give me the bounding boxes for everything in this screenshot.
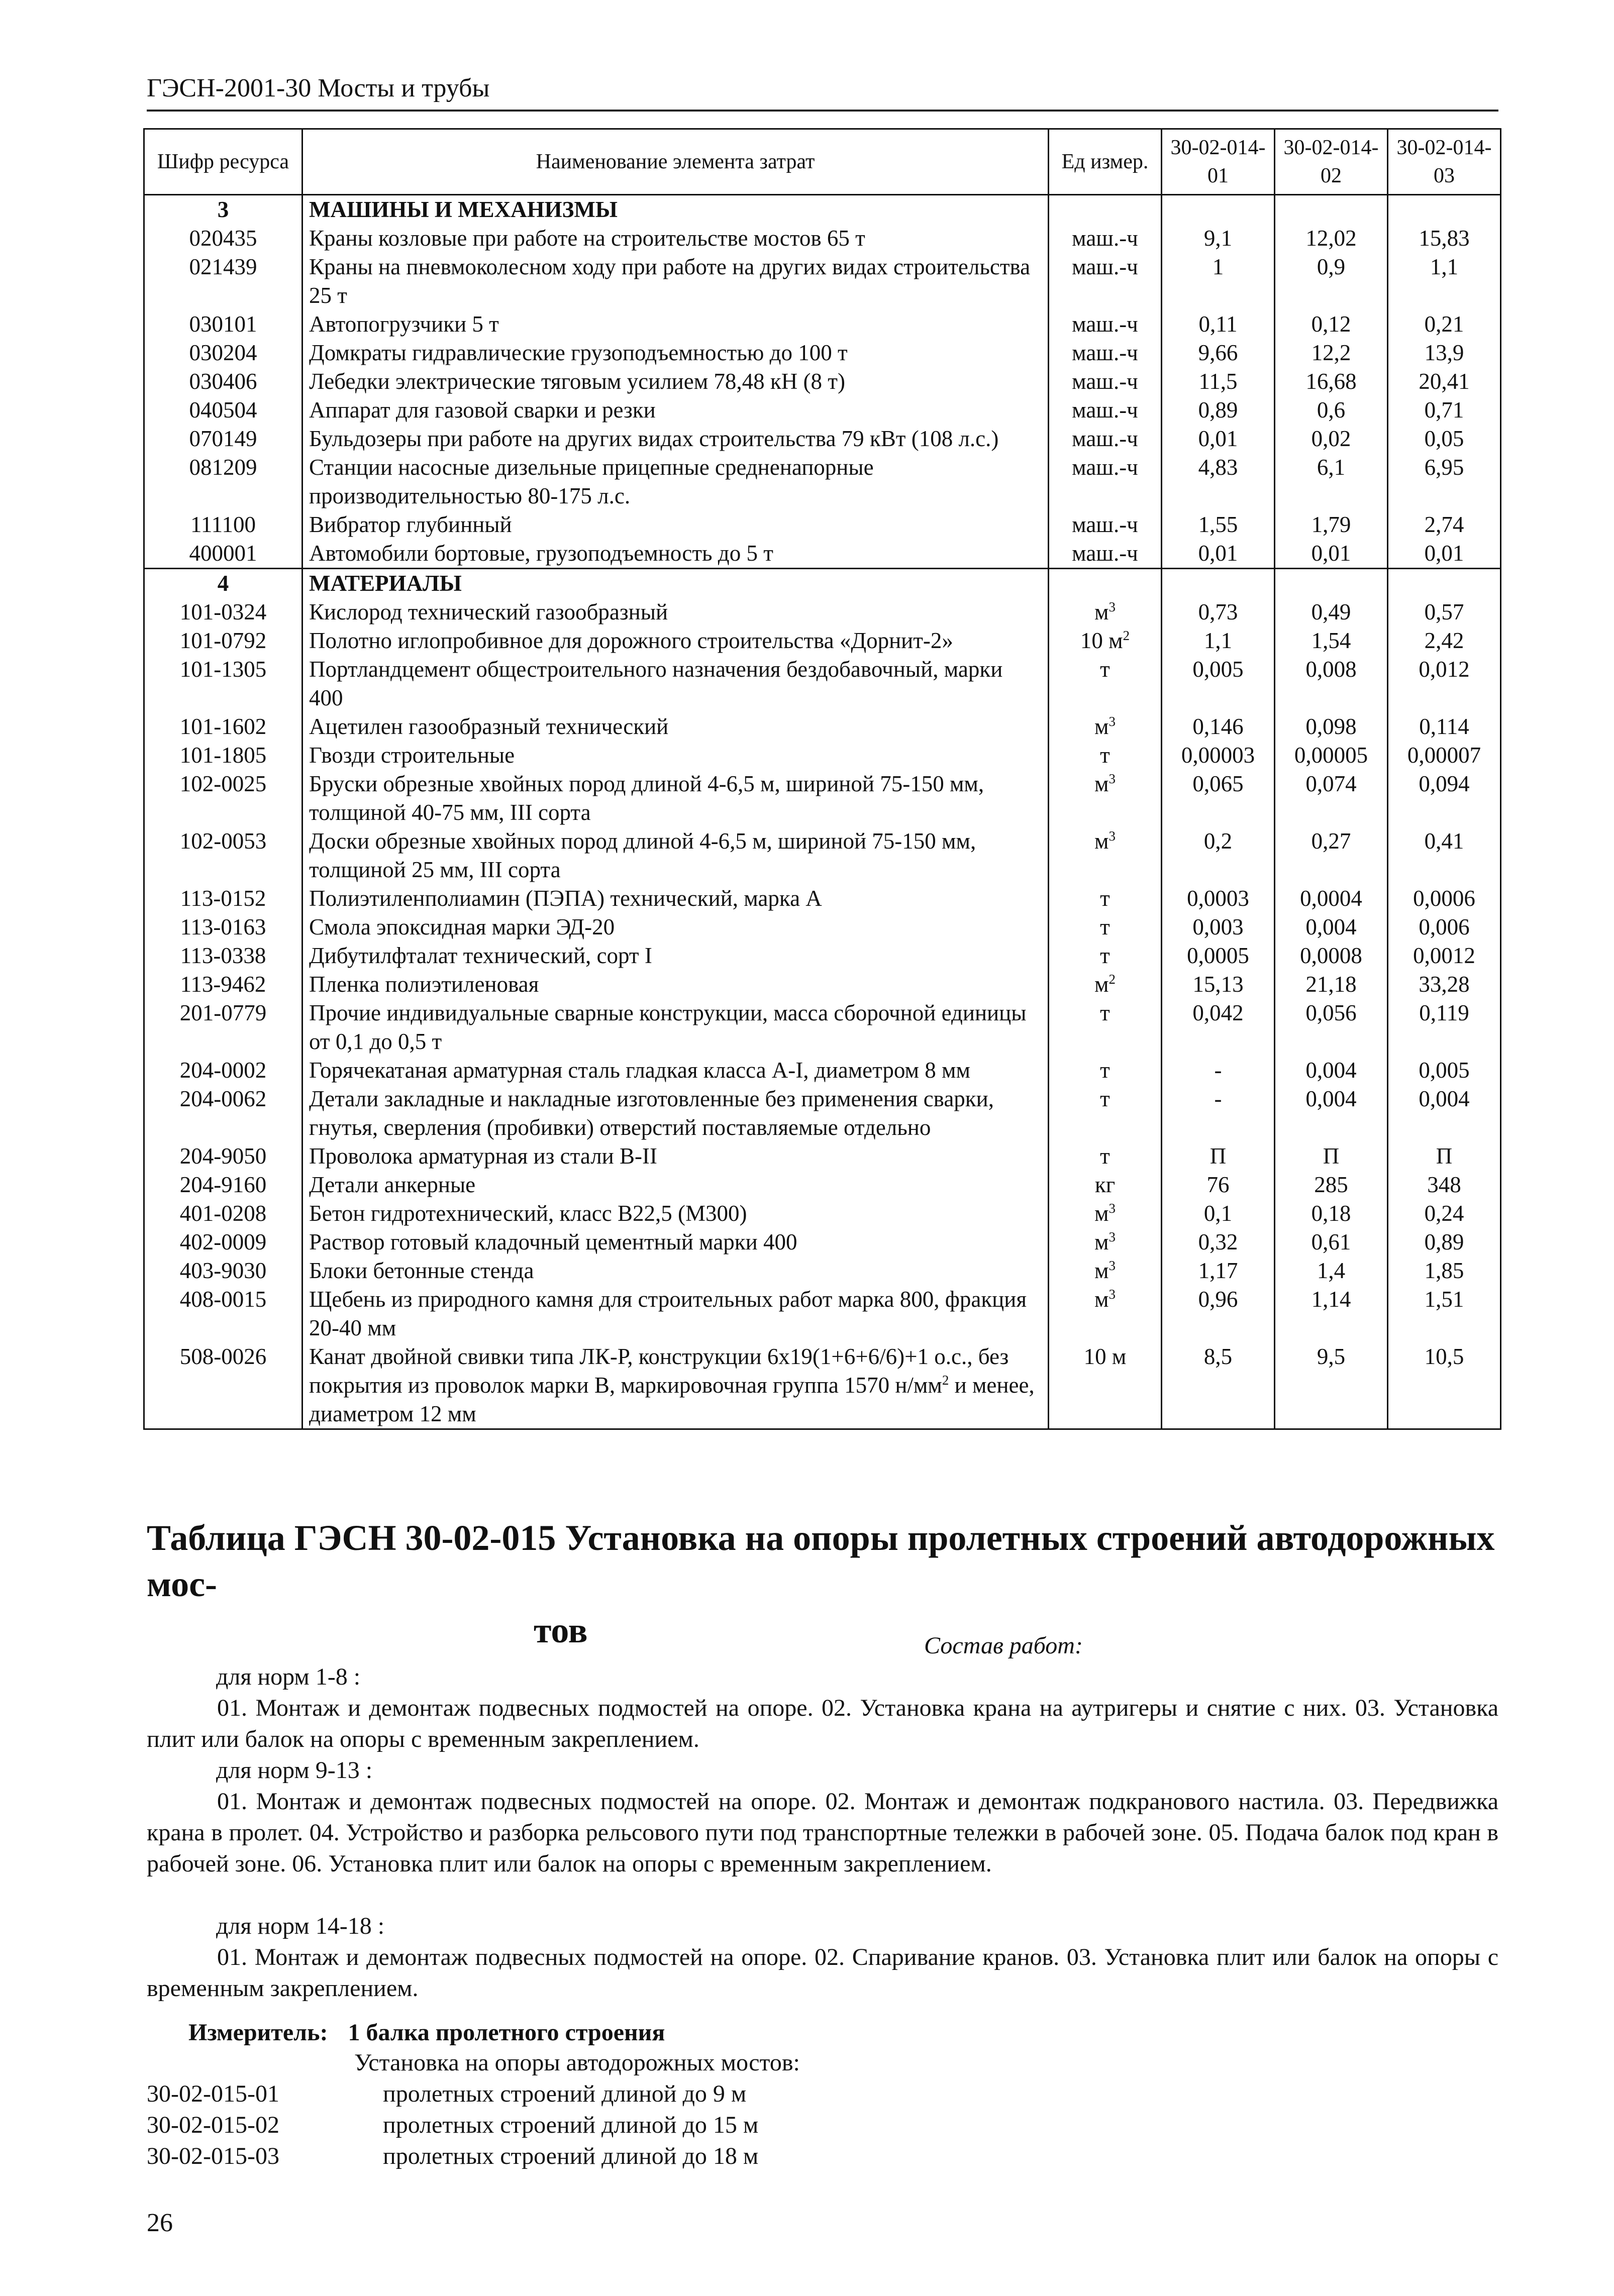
resource-name: Доски обрезные хвойных пород длиной 4-6,5 м, шириной 75-150 мм, толщиной 25 мм, III сорта	[302, 827, 1049, 884]
value-col3: 0,89	[1388, 1228, 1501, 1257]
table-row	[144, 539, 1501, 569]
resource-unit: маш.-ч	[1049, 453, 1162, 510]
table-row	[144, 1142, 1501, 1171]
resource-unit: т	[1049, 741, 1162, 770]
table-row	[144, 1228, 1501, 1257]
table-row	[144, 253, 1501, 310]
table-row	[144, 1199, 1501, 1228]
resource-unit: $м^3$	[1049, 598, 1162, 627]
value-col1: 8,5	[1162, 1342, 1275, 1429]
install-heading: Установка на опоры автодорожных мостов:	[354, 2049, 800, 2076]
value-col2: 0,004	[1275, 1085, 1388, 1142]
resource-unit: т	[1049, 913, 1162, 942]
value-col3: 0,57	[1388, 598, 1501, 627]
table-row	[144, 425, 1501, 453]
resource-unit: $м^3$	[1049, 1285, 1162, 1342]
measure-value: 1 балка пролетного строения	[348, 2019, 665, 2046]
value-col1: 9,66	[1162, 339, 1275, 367]
section-title-line1: Таблица ГЭСН 30-02-015 Установка на опоры пролетных строений автодорожных мос-	[147, 1518, 1495, 1604]
table-row	[144, 827, 1501, 884]
value-col1: 1,1	[1162, 627, 1275, 655]
value-col2: 0,01	[1275, 539, 1388, 569]
value-col2: 0,49	[1275, 598, 1388, 627]
resource-code: 102-0025	[144, 770, 302, 827]
header-code: Шифр ресурса	[144, 129, 302, 195]
work-heading: Состав работ:	[924, 1632, 1083, 1659]
value-col2: 0,6	[1275, 396, 1388, 425]
resource-unit: маш.-ч	[1049, 224, 1162, 253]
value-col3: 0,114	[1388, 712, 1501, 741]
resource-code: 101-0792	[144, 627, 302, 655]
resource-code: 030101	[144, 310, 302, 339]
table-row	[144, 1257, 1501, 1285]
resource-code: 101-1805	[144, 741, 302, 770]
value-col2: 0,0008	[1275, 942, 1388, 970]
resource-name: Бетон гидротехнический, класс В22,5 (М300)	[302, 1199, 1049, 1228]
value-col3: 10,5	[1388, 1342, 1501, 1429]
value-col2: 0,12	[1275, 310, 1388, 339]
table-row	[144, 884, 1501, 913]
resources-table	[143, 128, 1501, 1430]
value-col1: П	[1162, 1142, 1275, 1171]
resource-name: Щебень из природного камня для строительных работ марка 800, фракция 20-40 мм	[302, 1285, 1049, 1342]
resource-unit: маш.-ч	[1049, 539, 1162, 569]
value-col1: 15,13	[1162, 970, 1275, 999]
resource-unit: т	[1049, 655, 1162, 712]
section-title-cell: МАШИНЫ И МЕХАНИЗМЫ	[302, 195, 1049, 225]
value-col3: 1,85	[1388, 1257, 1501, 1285]
table-row	[144, 510, 1501, 539]
empty-cell	[1162, 569, 1275, 598]
value-col3: 6,95	[1388, 453, 1501, 510]
value-col2: 0,18	[1275, 1199, 1388, 1228]
resource-unit: $м^3$	[1049, 770, 1162, 827]
norm-text: пролетных строений длиной до 9 м	[383, 2080, 747, 2107]
resource-code: 408-0015	[144, 1285, 302, 1342]
value-col2: 0,27	[1275, 827, 1388, 884]
value-col3: 0,00007	[1388, 741, 1501, 770]
norm-code: 30-02-015-03	[147, 2143, 279, 2169]
header-col2: 30-02-014-02	[1275, 129, 1388, 195]
resource-name: Горячекатаная арматурная сталь гладкая класса А-I, диаметром 8 мм	[302, 1056, 1049, 1085]
value-col1: 0,73	[1162, 598, 1275, 627]
value-col3: 15,83	[1388, 224, 1501, 253]
value-col2: 0,098	[1275, 712, 1388, 741]
value-col1: 1,17	[1162, 1257, 1275, 1285]
value-col3: 0,006	[1388, 913, 1501, 942]
value-col3: П	[1388, 1142, 1501, 1171]
value-col2: 16,68	[1275, 367, 1388, 396]
resource-code: 113-0152	[144, 884, 302, 913]
value-col1: 0,146	[1162, 712, 1275, 741]
section-number: 3	[144, 195, 302, 225]
resource-unit: т	[1049, 1085, 1162, 1142]
value-col3: 2,74	[1388, 510, 1501, 539]
resource-name: Полотно иглопробивное для дорожного строительства «Дорнит-2»	[302, 627, 1049, 655]
resource-code: 204-0002	[144, 1056, 302, 1085]
resource-code: 508-0026	[144, 1342, 302, 1429]
table-row	[144, 942, 1501, 970]
resource-unit: маш.-ч	[1049, 396, 1162, 425]
norm-row	[147, 2141, 758, 2172]
value-col3: 0,012	[1388, 655, 1501, 712]
resource-code: 403-9030	[144, 1257, 302, 1285]
value-col3: 13,9	[1388, 339, 1501, 367]
table-row	[144, 453, 1501, 510]
resource-name: Раствор готовый кладочный цементный марки 400	[302, 1228, 1049, 1257]
resource-name: Бульдозеры при работе на других видах строительства 79 кВт (108 л.с.)	[302, 425, 1049, 453]
value-col1: 0,32	[1162, 1228, 1275, 1257]
empty-cell	[1049, 569, 1162, 598]
table-row	[144, 627, 1501, 655]
resource-name: Аппарат для газовой сварки и резки	[302, 396, 1049, 425]
empty-cell	[1275, 195, 1388, 225]
header-name: Наименование элемента затрат	[302, 129, 1049, 195]
value-col2: 0,9	[1275, 253, 1388, 310]
table-row	[144, 310, 1501, 339]
section-row	[144, 195, 1501, 225]
value-col2: 0,004	[1275, 913, 1388, 942]
table-row	[144, 741, 1501, 770]
table-row	[144, 339, 1501, 367]
resource-name: Ацетилен газообразный технический	[302, 712, 1049, 741]
value-col3: 0,05	[1388, 425, 1501, 453]
resource-name: Портландцемент общестроительного назначения бездобавочный, марки 400	[302, 655, 1049, 712]
value-col2: 12,02	[1275, 224, 1388, 253]
value-col2: 12,2	[1275, 339, 1388, 367]
value-col1: 0,0005	[1162, 942, 1275, 970]
resource-name: Прочие индивидуальные сварные конструкции, масса сборочной единицы от 0,1 до 0,5 т	[302, 999, 1049, 1056]
resource-code: 402-0009	[144, 1228, 302, 1257]
resource-name: Бруски обрезные хвойных пород длиной 4-6,5 м, шириной 75-150 мм, толщиной 40-75 мм, III сорта	[302, 770, 1049, 827]
resource-code: 400001	[144, 539, 302, 569]
resource-name: Вибратор глубинный	[302, 510, 1049, 539]
header-rule	[147, 110, 1498, 112]
norms-label-2: для норм 9-13 :	[216, 1757, 373, 1784]
work-text-2: 01. Монтаж и демонтаж подвесных подмостей на опоре. 02. Монтаж и демонтаж подкранового настила. 03. Передвижка крана в пролет. 04. Устройство и разборка рельсового пути под транспортные тележки в рабочей зоне. 05. Подача балок под кран в рабочей зоне. 06. Установка плит или балок на опоры с временным закреплением.	[147, 1788, 1498, 1877]
resource-code: 070149	[144, 425, 302, 453]
section-number: 4	[144, 569, 302, 598]
table-row	[144, 598, 1501, 627]
resource-code: 204-0062	[144, 1085, 302, 1142]
section-title-cell: МАТЕРИАЛЫ	[302, 569, 1049, 598]
resource-code: 204-9050	[144, 1142, 302, 1171]
value-col1: 0,003	[1162, 913, 1275, 942]
empty-cell	[1162, 195, 1275, 225]
resource-unit: маш.-ч	[1049, 339, 1162, 367]
empty-cell	[1275, 569, 1388, 598]
resource-unit: т	[1049, 1056, 1162, 1085]
resource-unit: т	[1049, 884, 1162, 913]
resource-unit: кг	[1049, 1171, 1162, 1199]
value-col2: 9,5	[1275, 1342, 1388, 1429]
value-col1: 0,96	[1162, 1285, 1275, 1342]
norm-text: пролетных строений длиной до 15 м	[383, 2112, 759, 2138]
value-col3: 1,51	[1388, 1285, 1501, 1342]
section-title-line2: тов	[534, 1610, 588, 1650]
table-row	[144, 770, 1501, 827]
table-row	[144, 1342, 1501, 1429]
resource-code: 020435	[144, 224, 302, 253]
resource-name: Детали закладные и накладные изготовленные без применения сварки, гнутья, сверления (пробивки) отверстий поставляемые отдельно	[302, 1085, 1049, 1142]
value-col1: 4,83	[1162, 453, 1275, 510]
resource-unit: маш.-ч	[1049, 425, 1162, 453]
resource-name: Пленка полиэтиленовая	[302, 970, 1049, 999]
table-row	[144, 712, 1501, 741]
resource-code: 201-0779	[144, 999, 302, 1056]
resource-unit: маш.-ч	[1049, 367, 1162, 396]
header-col3: 30-02-014-03	[1388, 129, 1501, 195]
value-col1: 0,005	[1162, 655, 1275, 712]
value-col2: 1,14	[1275, 1285, 1388, 1342]
work-text-1: 01. Монтаж и демонтаж подвесных подмостей на опоре. 02. Установка крана на аутригеры и снятие с них. 03. Установка плит или балок на опоры с временным закреплением.	[147, 1695, 1498, 1752]
norm-row	[147, 2078, 746, 2110]
table-header-row	[144, 129, 1501, 195]
norms-label-3: для норм 14-18 :	[216, 1913, 385, 1939]
value-col1: 0,2	[1162, 827, 1275, 884]
resource-code: 030204	[144, 339, 302, 367]
value-col3: 0,01	[1388, 539, 1501, 569]
resource-unit: $м^3$	[1049, 1199, 1162, 1228]
page-number: 26	[147, 2209, 173, 2237]
table-body	[144, 195, 1501, 1429]
value-col3: 2,42	[1388, 627, 1501, 655]
norm-code: 30-02-015-02	[147, 2112, 279, 2138]
norm-text: пролетных строений длиной до 18 м	[383, 2143, 759, 2169]
value-col2: 0,0004	[1275, 884, 1388, 913]
table-row	[144, 1085, 1501, 1142]
resource-unit: 10 м	[1049, 1342, 1162, 1429]
value-col1: 0,11	[1162, 310, 1275, 339]
resource-name: Автопогрузчики 5 т	[302, 310, 1049, 339]
resource-unit: 10 $м^2$	[1049, 627, 1162, 655]
value-col1: 0,1	[1162, 1199, 1275, 1228]
value-col2: 1,4	[1275, 1257, 1388, 1285]
value-col3: 0,119	[1388, 999, 1501, 1056]
resource-unit: т	[1049, 1142, 1162, 1171]
resource-code: 021439	[144, 253, 302, 310]
resource-name: Домкраты гидравлические грузоподъемностью до 100 т	[302, 339, 1049, 367]
norm-code: 30-02-015-01	[147, 2080, 279, 2107]
table-row	[144, 1285, 1501, 1342]
section-row	[144, 569, 1501, 598]
norms-label-1: для норм 1-8 :	[216, 1663, 361, 1690]
value-col3: 348	[1388, 1171, 1501, 1199]
resource-unit: маш.-ч	[1049, 310, 1162, 339]
table-row	[144, 1171, 1501, 1199]
resource-code: 113-9462	[144, 970, 302, 999]
resource-code: 101-1305	[144, 655, 302, 712]
value-col3: 0,41	[1388, 827, 1501, 884]
value-col1: 1,55	[1162, 510, 1275, 539]
value-col1: 0,0003	[1162, 884, 1275, 913]
value-col1: 0,065	[1162, 770, 1275, 827]
resource-unit: $м^3$	[1049, 1257, 1162, 1285]
resource-name: Проволока арматурная из стали В-II	[302, 1142, 1049, 1171]
value-col2: 1,79	[1275, 510, 1388, 539]
resource-name: Смола эпоксидная марки ЭД-20	[302, 913, 1049, 942]
value-col2: 285	[1275, 1171, 1388, 1199]
value-col2: 0,004	[1275, 1056, 1388, 1085]
resource-name: Полиэтиленполиамин (ПЭПА) технический, марка А	[302, 884, 1049, 913]
value-col2: 6,1	[1275, 453, 1388, 510]
value-col2: 0,02	[1275, 425, 1388, 453]
resource-unit: маш.-ч	[1049, 253, 1162, 310]
value-col2: 0,008	[1275, 655, 1388, 712]
value-col3: 0,0006	[1388, 884, 1501, 913]
table-row	[144, 224, 1501, 253]
value-col2: 0,00005	[1275, 741, 1388, 770]
resource-code: 102-0053	[144, 827, 302, 884]
table-row	[144, 913, 1501, 942]
header-unit: Ед измер.	[1049, 129, 1162, 195]
table-row	[144, 970, 1501, 999]
value-col3: 0,004	[1388, 1085, 1501, 1142]
resource-name: Кислород технический газообразный	[302, 598, 1049, 627]
resource-code: 204-9160	[144, 1171, 302, 1199]
resource-name: Гвозди строительные	[302, 741, 1049, 770]
value-col1: -	[1162, 1056, 1275, 1085]
value-col1: 0,89	[1162, 396, 1275, 425]
resource-code: 111100	[144, 510, 302, 539]
measure	[188, 2017, 665, 2048]
value-col3: 0,094	[1388, 770, 1501, 827]
value-col1: 11,5	[1162, 367, 1275, 396]
resource-code: 030406	[144, 367, 302, 396]
resource-code: 040504	[144, 396, 302, 425]
value-col1: 9,1	[1162, 224, 1275, 253]
resource-code: 401-0208	[144, 1199, 302, 1228]
resource-unit: $м^3$	[1049, 827, 1162, 884]
value-col2: П	[1275, 1142, 1388, 1171]
resource-name: Детали анкерные	[302, 1171, 1049, 1199]
resource-code: 113-0338	[144, 942, 302, 970]
value-col2: 0,074	[1275, 770, 1388, 827]
value-col1: 0,01	[1162, 425, 1275, 453]
resource-unit: $м^3$	[1049, 1228, 1162, 1257]
empty-cell	[1388, 569, 1501, 598]
resource-name: Канат двойной свивки типа ЛК-Р, конструкции 6х19(1+6+6/6)+1 о.с., без покрытия из проволок марки В, маркировочная группа 1570 $н/мм^2$ и менее, диаметром 12 мм	[302, 1342, 1049, 1429]
work-text-3: 01. Монтаж и демонтаж подвесных подмостей на опоре. 02. Спаривание кранов. 03. Установка плит или балок на опоры с временным закреплением.	[147, 1944, 1498, 2002]
running-header: ГЭСН-2001-30 Мосты и трубы	[147, 74, 490, 102]
value-col1: 1	[1162, 253, 1275, 310]
empty-cell	[1049, 195, 1162, 225]
resource-code: 113-0163	[144, 913, 302, 942]
value-col1: 0,01	[1162, 539, 1275, 569]
value-col2: 21,18	[1275, 970, 1388, 999]
value-col2: 0,61	[1275, 1228, 1388, 1257]
resource-name: Лебедки электрические тяговым усилием 78,48 кН (8 т)	[302, 367, 1049, 396]
value-col3: 1,1	[1388, 253, 1501, 310]
value-col1: 0,042	[1162, 999, 1275, 1056]
value-col3: 0,0012	[1388, 942, 1501, 970]
resource-unit: $м^3$	[1049, 712, 1162, 741]
resource-code: 101-1602	[144, 712, 302, 741]
value-col2: 1,54	[1275, 627, 1388, 655]
resource-code: 101-0324	[144, 598, 302, 627]
value-col3: 0,005	[1388, 1056, 1501, 1085]
table-row	[144, 655, 1501, 712]
table-row	[144, 1056, 1501, 1085]
value-col3: 0,21	[1388, 310, 1501, 339]
value-col1: 0,00003	[1162, 741, 1275, 770]
resource-unit: т	[1049, 942, 1162, 970]
norm-row	[147, 2110, 758, 2141]
value-col3: 33,28	[1388, 970, 1501, 999]
resource-name: Краны на пневмоколесном ходу при работе на других видах строительства 25 т	[302, 253, 1049, 310]
resource-code: 081209	[144, 453, 302, 510]
resource-name: Станции насосные дизельные прицепные средненапорные производительностью 80-175 л.с.	[302, 453, 1049, 510]
header-col1: 30-02-014-01	[1162, 129, 1275, 195]
resource-unit: маш.-ч	[1049, 510, 1162, 539]
resource-name: Дибутилфталат технический, сорт I	[302, 942, 1049, 970]
resource-name: Краны козловые при работе на строительстве мостов 65 т	[302, 224, 1049, 253]
resource-unit: $м^2$	[1049, 970, 1162, 999]
value-col1: 76	[1162, 1171, 1275, 1199]
value-col3: 0,71	[1388, 396, 1501, 425]
table-row	[144, 367, 1501, 396]
resource-name: Блоки бетонные стенда	[302, 1257, 1049, 1285]
value-col3: 20,41	[1388, 367, 1501, 396]
measure-label: Измеритель:	[188, 2019, 328, 2046]
value-col3: 0,24	[1388, 1199, 1501, 1228]
value-col2: 0,056	[1275, 999, 1388, 1056]
value-col1: -	[1162, 1085, 1275, 1142]
table-row	[144, 999, 1501, 1056]
empty-cell	[1388, 195, 1501, 225]
resource-unit: т	[1049, 999, 1162, 1056]
resource-name: Автомобили бортовые, грузоподъемность до 5 т	[302, 539, 1049, 569]
table-row	[144, 396, 1501, 425]
